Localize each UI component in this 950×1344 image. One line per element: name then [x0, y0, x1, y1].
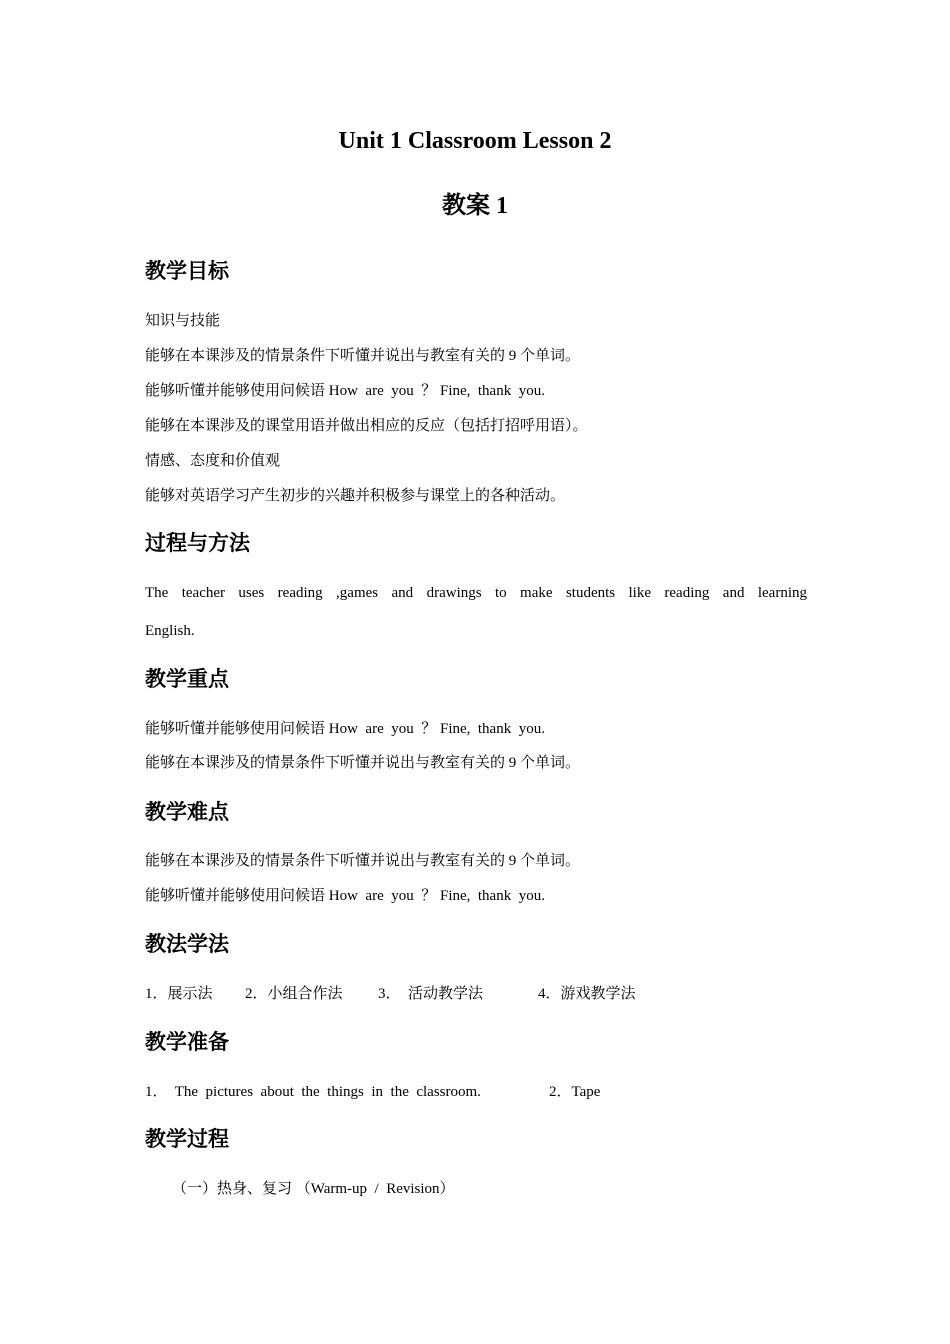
objectives-line: 知识与技能 [145, 313, 221, 329]
objectives-line: 能够在本课涉及的情景条件下听懂并说出与教室有关的 9 个单词。 [145, 348, 581, 364]
objectives-line: 能够听懂并能够使用问候语 How are you ？ Fine, thank you. [145, 383, 545, 399]
preparation-list [145, 1081, 600, 1103]
objectives-line: 能够在本课涉及的课堂用语并做出相应的反应（包括打招呼用语）。 [145, 418, 588, 434]
section-heading-methods: 教法学法 [145, 932, 229, 956]
objectives-line: 情感、态度和价值观 [145, 453, 281, 469]
methods-list [145, 983, 636, 1005]
section-heading-objectives: 教学目标 [145, 259, 229, 283]
method-item: 4．游戏教学法 [538, 986, 636, 1002]
section-heading-key-points: 教学重点 [145, 667, 229, 691]
section-heading-procedure: 教学过程 [145, 1127, 229, 1151]
document-title: Unit 1 Classroom Lesson 2 [338, 128, 612, 154]
document-subtitle: 教案 1 [442, 193, 508, 219]
process-method-paragraph-line-2: English. [145, 623, 195, 639]
preparation-item: 2．Tape [549, 1084, 601, 1100]
objectives-line: 能够对英语学习产生初步的兴趣并积极参与课堂上的各种活动。 [145, 488, 566, 504]
key-points-line: 能够听懂并能够使用问候语 How are you ？ Fine, thank you. [145, 721, 545, 737]
method-item: 1．展示法 [145, 986, 213, 1002]
section-heading-preparation: 教学准备 [145, 1030, 229, 1054]
section-heading-process-method: 过程与方法 [145, 531, 250, 555]
preparation-item: 1． The pictures about the things in the classroom. [145, 1084, 481, 1100]
method-item: 2．小组合作法 [245, 986, 343, 1002]
method-item: 3． 活动教学法 [378, 986, 484, 1002]
key-points-line: 能够在本课涉及的情景条件下听懂并说出与教室有关的 9 个单词。 [145, 755, 581, 771]
section-heading-difficult-points: 教学难点 [145, 800, 229, 824]
procedure-step: （一）热身、复习 （Warm-up / Revision） [172, 1181, 455, 1197]
difficult-points-line: 能够听懂并能够使用问候语 How are you ？ Fine, thank you. [145, 888, 545, 904]
difficult-points-line: 能够在本课涉及的情景条件下听懂并说出与教室有关的 9 个单词。 [145, 853, 581, 869]
process-method-paragraph-line-1: The teacher uses reading ,games and drawings to make students like reading and learning [145, 585, 807, 601]
